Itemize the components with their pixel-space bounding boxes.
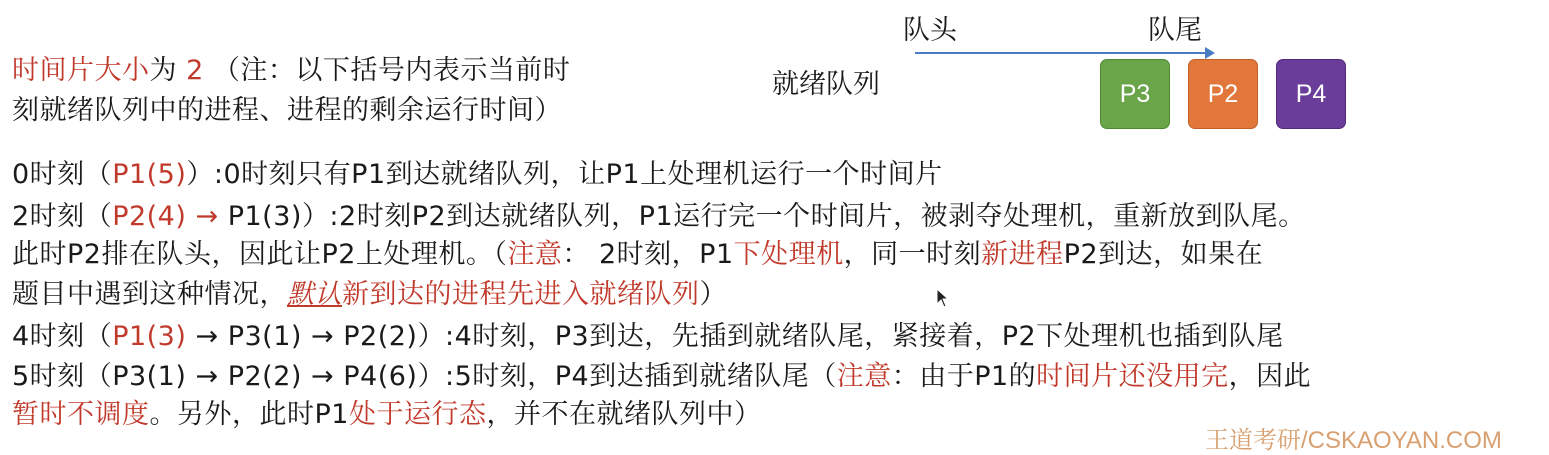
- arrow-icon: →: [195, 361, 219, 392]
- arrow-icon: →: [311, 361, 335, 392]
- time-4-queue-p2: P2(2): [343, 321, 418, 352]
- time-0-prefix: 0时刻（: [12, 159, 113, 190]
- time-2-prefix: 2时刻（: [12, 201, 113, 232]
- time-2-text: ）:2时刻P2到达就绪队列，P1运行完一个时间片，被剥夺处理机，重新放到队尾。: [301, 201, 1306, 232]
- time-2-line2-text-b: ： 2时刻，P1: [562, 239, 734, 270]
- time-5-highlight-no-schedule: 暂时不调度: [12, 399, 150, 430]
- time-5-highlight-running: 处于运行态: [348, 399, 487, 430]
- time-5-prefix: 5时刻（: [12, 361, 113, 392]
- time-5-text-c: ，因此: [1228, 361, 1312, 392]
- time-2-line2-text-d: P2到达，如果在: [1063, 239, 1264, 270]
- time-5-queue-p2: P2(2): [227, 361, 302, 392]
- ready-queue-title: 就绪队列: [772, 69, 880, 100]
- time-5-line2-text-b: ，并不在就绪队列中）: [486, 399, 762, 430]
- queue-process-p4: P4: [1276, 59, 1346, 129]
- time-2-line2-text: 此时P2排在队头，因此让P2上处理机。（: [12, 239, 508, 270]
- time-4-queue-p3: P3(1): [227, 321, 302, 352]
- time-4-queue-p1: P1(3): [112, 321, 187, 352]
- queue-head-label: 队头: [903, 15, 957, 46]
- time-2-queue-p1: P1(3): [227, 201, 302, 232]
- watermark: 王道考研/CSKAOYAN.COM: [1205, 427, 1502, 454]
- arrow-icon: →: [195, 201, 219, 232]
- queue-tail-label: 队尾: [1148, 15, 1202, 46]
- time-2-highlight-rule: 新到达的进程先进入就绪队列: [342, 279, 700, 310]
- queue-process-p3: P3: [1100, 59, 1170, 129]
- arrow-icon: →: [195, 321, 219, 352]
- note-text: （注：以下括号内表示当前时: [212, 55, 571, 86]
- queue-process-p2: P2: [1188, 59, 1258, 129]
- time-2-highlight-new-process: 新进程: [981, 239, 1064, 270]
- time-5-line-2: [12, 396, 761, 434]
- quantum-label: 时间片大小: [12, 55, 150, 86]
- time-2-line-1: [12, 198, 1306, 236]
- time-5-queue-p4: P4(6): [343, 361, 418, 392]
- time-4-prefix: 4时刻（: [12, 321, 113, 352]
- note-label: 注意: [507, 239, 563, 270]
- intro-line-1: [12, 52, 570, 90]
- quantum-verb: 为: [149, 55, 177, 86]
- time-2-line3-close: ）: [699, 279, 727, 310]
- time-2-queue-p2: P2(4): [112, 201, 187, 232]
- time-2-default-emphasis: 默认: [287, 279, 342, 310]
- queue-direction-arrow: [915, 43, 1215, 63]
- time-5-queue-p3: P3(1): [112, 361, 187, 392]
- time-4-line: [12, 318, 1284, 356]
- time-0-text: ）:0时刻只有P1到达就绪队列，让P1上处理机运行一个时间片: [186, 159, 943, 190]
- mouse-cursor-icon: [936, 288, 950, 308]
- time-2-line-2: [12, 236, 1263, 274]
- time-2-line3-text: 题目中遇到这种情况，: [12, 279, 287, 310]
- arrow-icon: →: [311, 321, 335, 352]
- time-0-line: [12, 156, 943, 194]
- time-2-line2-text-c: ，同一时刻: [843, 239, 982, 270]
- quantum-value: 2: [186, 55, 204, 86]
- note-label: 注意: [836, 361, 892, 392]
- time-2-highlight-release: 下处理机: [733, 239, 844, 270]
- time-5-highlight-quantum: 时间片还没用完: [1036, 361, 1229, 392]
- time-0-queue-p1: P1(5): [112, 159, 187, 190]
- time-5-line2-text: 。另外，此时P1: [149, 399, 349, 430]
- time-5-line-1: [12, 358, 1311, 396]
- intro-line-2: 刻就绪队列中的进程、进程的剩余运行时间）: [12, 95, 562, 126]
- time-4-text: ）:4时刻，P3到达，先插到就绪队尾，紧接着，P2下处理机也插到队尾: [417, 321, 1284, 352]
- time-5-text-b: ：由于P1的: [891, 361, 1037, 392]
- time-2-line-3: [12, 276, 727, 314]
- time-5-text: ）:5时刻，P4到达插到就绪队尾（: [417, 361, 837, 392]
